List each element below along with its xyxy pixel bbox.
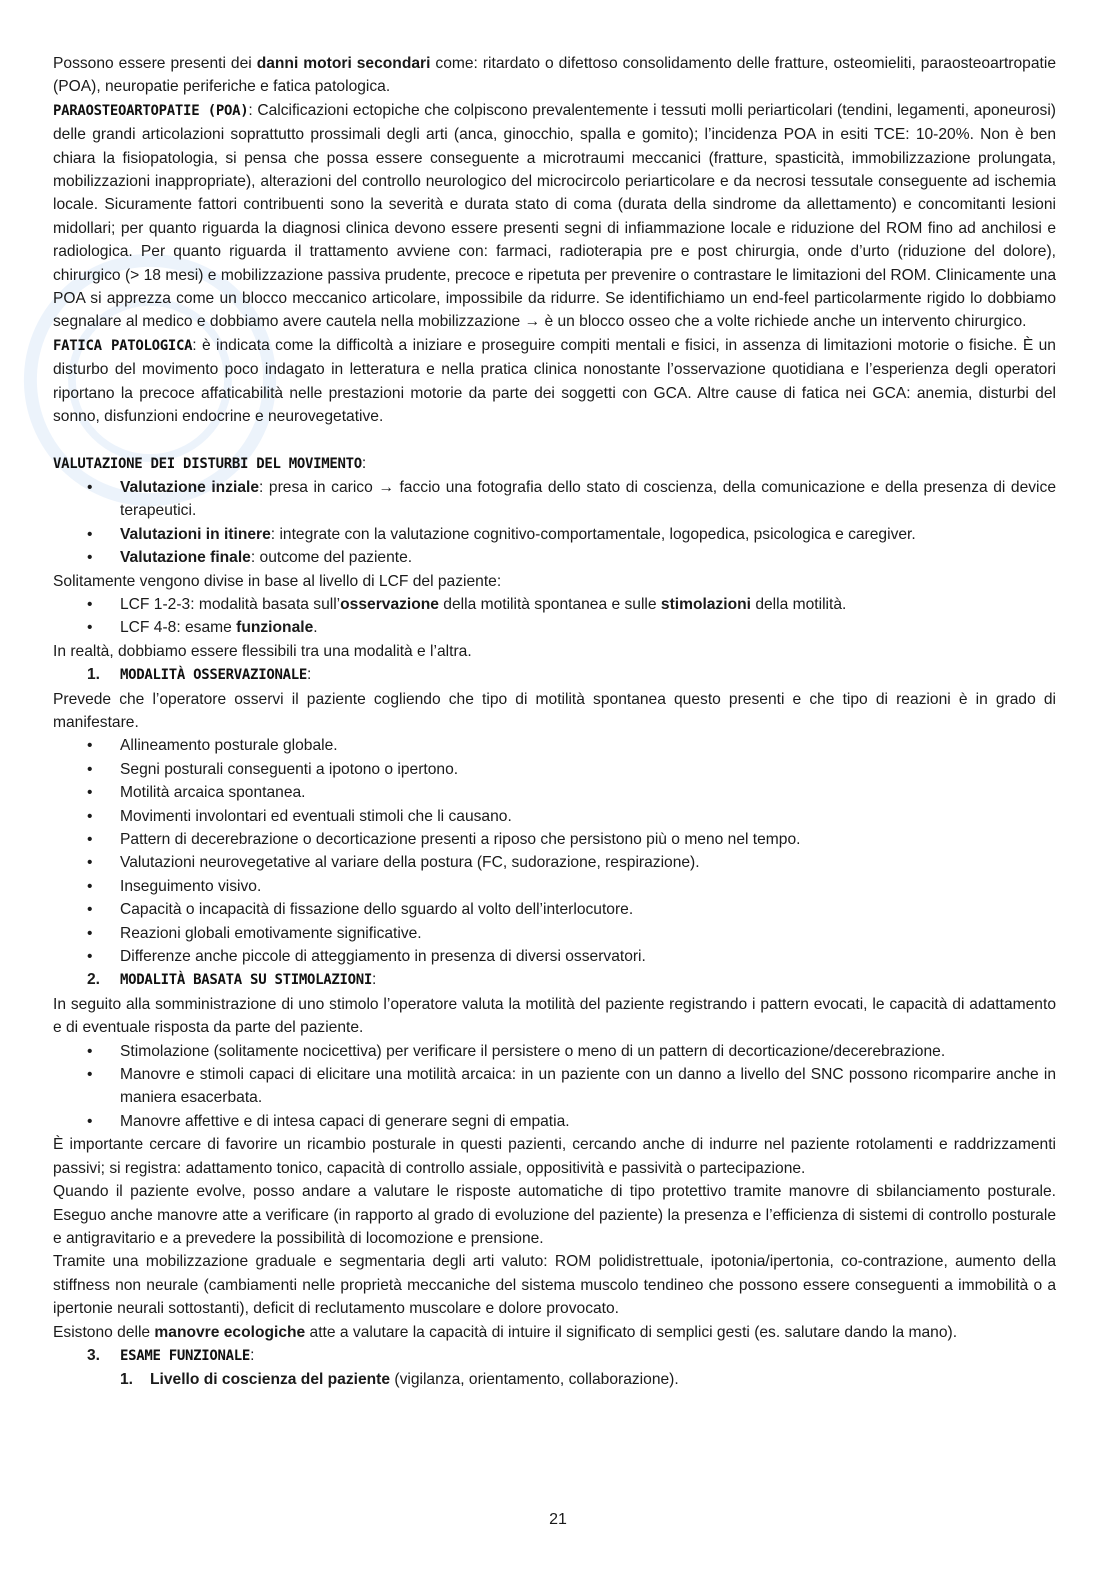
list-item: • Manovre e stimoli capaci di elicitare una motilità arcaica: in un paziente con un danno a livello del SNC possono ricomparire anche in maniera esacerbata. xyxy=(53,1063,1056,1110)
mobilizzazione-paragraph: Tramite una mobilizzazione graduale e segmentaria degli arti valuto: ROM polidistrettuale, ipotonia/ipertonia, co-contrazione, aumento della stiffness non neurale (cambiamenti nelle proprietà meccaniche del sistema muscolo tendineo che possono essere conseguenti a immobilità o a ipertonie neurali sottostanti), deficit di reclutamento muscolare e dolore provocato. xyxy=(53,1253,1056,1318)
lcf-list xyxy=(53,593,1056,640)
list-item: • Valutazioni in itinere: integrate con la valutazione cognitivo-comportamentale, logopedica, psicologica e caregiver. xyxy=(53,523,1056,546)
osservazionale-list xyxy=(53,734,1056,968)
fatica-paragraph: FATICA PATOLOGICA: è indicata come la difficoltà a iniziare e proseguire compiti mentali e fisici, in assenza di limitazioni motorie o fisiche. È un disturbo del movimento poco indagato in letteratura e nella pratica clinica nonostante l’osservazione quotidiana e l’esperienza degli operatori riportano la precoce affaticabilità nelle prestazioni motorie da parte dei soggetti con GCA. Altre cause di fatica nei GCA: anemia, disturbi del sonno, disfunzioni endocrine e neurovegetative. xyxy=(53,336,1056,426)
list-item: • Valutazione inziale: presa in carico → faccio una fotografia dello stato di coscienza, della comunicazione e della presenza di device terapeutici. xyxy=(53,476,1056,523)
list-item: • Valutazione finale: outcome del paziente. xyxy=(53,546,1056,569)
esame-sub-item: 1. Livello di coscienza del paziente (vigilanza, orientamento, collaborazione). xyxy=(120,1371,679,1389)
evolve-paragraph: Quando il paziente evolve, posso andare a valutare le risposte automatiche di tipo protettivo tramite manovre di sbilanciamento posturale. Eseguo anche manovre atte a verificare (in rapporto al grado di evoluzione del paziente) la presenza e l’efficienza di sistemi di controllo posturale e antigravitario e a prevedere la possibilità di locomozione e prensione. xyxy=(53,1183,1056,1247)
list-item: • Differenze anche piccole di atteggiamento in presenza di diversi osservatori. xyxy=(53,945,1056,968)
valutazione-list xyxy=(53,476,1056,570)
ricambio-paragraph: È importante cercare di favorire un ricambio posturale in questi pazienti, cercando anche di indurre nel paziente rotolamenti e raddrizzamenti passivi; si registra: adattamento tonico, capacità di controllo assiale, oppositività e passività o partecipazione. xyxy=(53,1136,1056,1177)
list-item: • Capacità o incapacità di fissazione dello sguardo al volto dell’interlocutore. xyxy=(53,898,1056,921)
valutazione-heading: VALUTAZIONE DEI DISTURBI DEL MOVIMENTO: xyxy=(53,454,367,472)
list-item: • LCF 4-8: esame funzionale. xyxy=(53,616,1056,639)
flessibili-text: In realtà, dobbiamo essere flessibili tra una modalità e l’altra. xyxy=(53,642,472,660)
intro-paragraph: Possono essere presenti dei danni motori secondari come: ritardato o difettoso consolidamento delle fratture, osteomieliti, paraosteoartropatie (POA), neuropatie periferiche e fatica patologica. xyxy=(53,55,1056,96)
list-item: • LCF 1-2-3: modalità basata sull’osservazione della motilità spontanea e sulle stimolazioni della motilità. xyxy=(53,593,1056,616)
list-item: • Inseguimento visivo. xyxy=(53,875,1056,898)
esame-funzionale-heading: 3. ESAME FUNZIONALE: xyxy=(87,1346,255,1364)
ecologiche-paragraph: Esistono delle manovre ecologiche atte a valutare la capacità di intuire il significato di semplici gesti (es. salutare dando la mano). xyxy=(53,1323,958,1341)
osservazionale-text: Prevede che l’operatore osservi il paziente cogliendo che tipo di motilità spontanea questo presenti e che tipo di reazioni è in grado di manifestare. xyxy=(53,690,1056,731)
poa-paragraph: PARAOSTEOARTOPATIE (POA): Calcificazioni ectopiche che colpiscono prevalentemente i tessuti molli periarticolari (tendini, legamenti, aponeurosi) delle grandi articolazioni soprattutto prossimali degli arti (anca, ginocchio, spalla e gomito); l’incidenza POA in esiti TCE: 10-20%. Non è ben chiara la fisiopatologia, si pensa che possa essere conseguente a microtraumi meccanici (fratture, spasticità, immobilizzazione prolungata, mobilizzazioni inappropriate), alterazioni del controllo neurologico del microcircolo periarticolare e da necrosi tessutale conseguente ad ischemia locale. Sicuramente fattori contribuenti sono la severità e durata stato di coma (durata della sindrome da allettamento) e concomitanti lesioni midollari; per quanto riguarda la diagnosi clinica devono essere presenti segni di infiammazione locale e riduzione del ROM fino ad anchilosi e radiologica. Per quanto riguarda il trattamento avviene con: farmaci, radioterapia pre e post chirurgia, onde d’urto (riduzione del dolore), chirurgico (> 18 mesi) e mobilizzazione passiva prudente, precoce e ripetuta per prevenire o contrastare le limitazioni del ROM. Clinicamente una POA si apprezza come un blocco meccanico articolare, impossibile da ridurre. Se identifichiamo un end-feel particolarmente rigido lo dobbiamo segnalare al medico e dobbiamo avere cautela nella mobilizzazione → è un blocco osseo che a volte richiede anche un intervento chirurgico. xyxy=(53,101,1056,331)
page-number: 21 xyxy=(549,1511,567,1528)
list-item: • Pattern di decerebrazione o decorticazione presenti a riposo che persistono più o meno nel tempo. xyxy=(53,828,1056,851)
list-item: • Motilità arcaica spontanea. xyxy=(53,781,1056,804)
list-item: • Segni posturali conseguenti a ipotono o ipertono. xyxy=(53,758,1056,781)
list-item: • Valutazioni neurovegetative al variare della postura (FC, sudorazione, respirazione). xyxy=(53,851,1056,874)
osservazionale-heading: 1. MODALITÀ OSSERVAZIONALE: xyxy=(87,666,312,684)
list-item: • Manovre affettive e di intesa capaci di generare segni di empatia. xyxy=(53,1110,1056,1133)
document-page xyxy=(53,52,1056,1392)
divise-text: Solitamente vengono divise in base al livello di LCF del paziente: xyxy=(53,572,502,590)
stimolazioni-text: In seguito alla somministrazione di uno stimolo l’operatore valuta la motilità del paziente registrando i pattern evocati, le capacità di adattamento e di eventuale risposta da parte del paziente. xyxy=(53,995,1056,1037)
fatica-heading: FATICA PATOLOGICA xyxy=(53,337,193,354)
list-item: • Movimenti involontari ed eventuali stimoli che li causano. xyxy=(53,805,1056,828)
stimolazioni-heading: 2. MODALITÀ BASATA SU STIMOLAZIONI: xyxy=(87,971,377,989)
poa-heading: PARAOSTEOARTOPATIE (POA) xyxy=(53,102,249,119)
list-item: • Allineamento posturale globale. xyxy=(53,734,1056,757)
list-item: • Reazioni globali emotivamente significative. xyxy=(53,922,1056,945)
stimolazioni-list xyxy=(53,1040,1056,1134)
list-item: • Stimolazione (solitamente nocicettiva) per verificare il persistere o meno di un pattern di decorticazione/decerebrazione. xyxy=(53,1040,1056,1063)
